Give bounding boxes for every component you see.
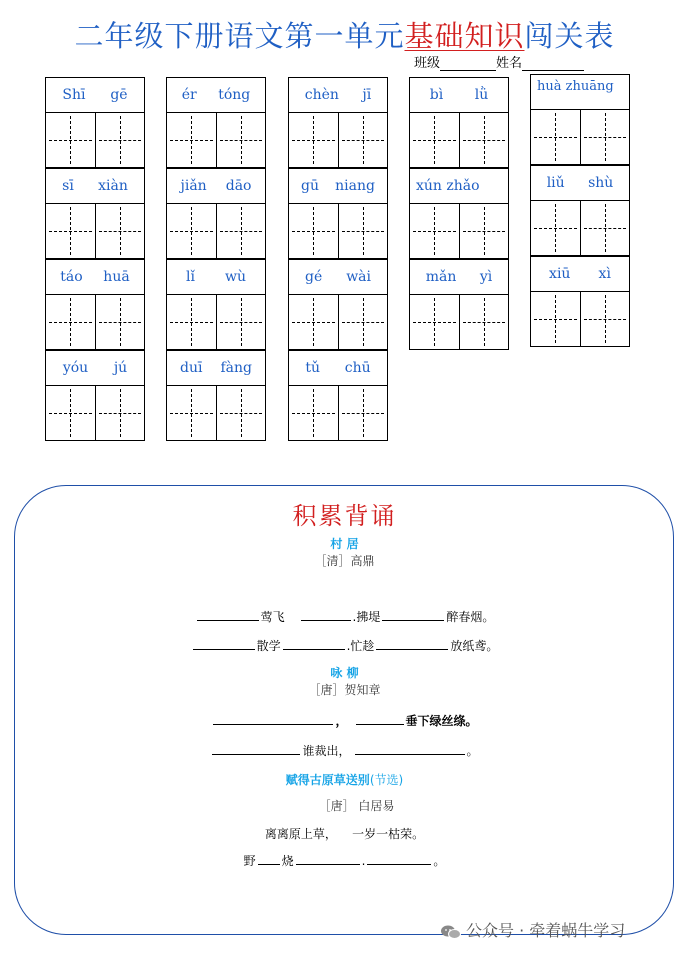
pinyin-column-5 [530,74,630,347]
blank[interactable] [367,852,431,865]
pinyin-row [288,168,388,259]
blank[interactable] [355,742,465,755]
writing-cell [167,113,216,167]
writing-cell [289,295,338,349]
pinyin-label: gé wài [288,259,388,295]
watermark: 公众号 · 牵着蜗牛学习 [440,918,625,941]
pinyin-label: ér tóng [166,77,266,113]
name-field[interactable] [522,56,584,71]
writing-cell [167,204,216,258]
pinyin-row [409,77,509,168]
pinyin-column-2 [166,77,266,441]
writing-cell [410,204,459,258]
writing-grid[interactable] [288,386,388,441]
pinyin-row [288,350,388,441]
pinyin-label: bì lǜ [409,77,509,113]
blank[interactable] [296,852,360,865]
pinyin-label: huà zhuāng [530,74,630,110]
name-label: 姓名 [496,56,523,71]
pinyin-label: tǔ chū [288,350,388,386]
writing-cell [46,386,95,440]
pinyin-row [45,350,145,441]
pinyin-column-3 [288,77,388,441]
title-highlight: 基础知识 [404,19,525,53]
pinyin-row [409,168,509,259]
wechat-icon [440,924,462,940]
writing-cell [338,113,388,167]
writing-grid[interactable] [166,113,266,168]
pinyin-label: gū niang [288,168,388,204]
writing-grid[interactable] [288,113,388,168]
writing-cell [338,295,388,349]
writing-cell [46,113,95,167]
writing-grid[interactable] [288,295,388,350]
writing-cell [95,386,145,440]
writing-cell [289,386,338,440]
class-field[interactable] [440,56,496,71]
writing-cell [531,292,580,346]
writing-grid[interactable] [45,386,145,441]
pinyin-label: jiǎn dāo [166,168,266,204]
writing-cell [167,386,216,440]
writing-cell [459,295,509,349]
blank[interactable] [213,712,333,725]
pinyin-row [166,168,266,259]
writing-cell [167,295,216,349]
writing-cell [95,204,145,258]
writing-cell [580,292,630,346]
writing-cell [289,204,338,258]
poem3-title: 赋得古原草送别(节选) [285,773,404,787]
writing-cell [459,204,509,258]
blank[interactable] [356,712,404,725]
poem2-line1: ， 垂下绿丝绦。 [0,712,689,729]
pinyin-label: Shī gē [45,77,145,113]
writing-grid[interactable] [166,204,266,259]
pinyin-label: lǐ wù [166,259,266,295]
blank[interactable] [197,608,259,621]
writing-grid[interactable] [288,204,388,259]
pinyin-row [45,259,145,350]
poem3-line1: 离离原上草， 一岁一枯荣。 [264,827,425,841]
writing-grid[interactable] [530,201,630,256]
recitation-heading: 积累背诵 [292,502,397,530]
writing-cell [46,295,95,349]
blank[interactable] [212,742,300,755]
pinyin-row [530,256,630,347]
pinyin-label: mǎn yì [409,259,509,295]
pinyin-label: yóu jú [45,350,145,386]
writing-cell [459,113,509,167]
poem2-line2: 谁裁出， 。 [0,742,689,759]
poem1-line2: 散学 .忙趁 放纸鸢。 [0,637,689,654]
poem1-title: 村 居 [330,537,359,551]
writing-grid[interactable] [166,295,266,350]
class-name-fields [414,52,584,71]
pinyin-row [288,259,388,350]
pinyin-row [45,77,145,168]
pinyin-label: táo huā [45,259,145,295]
pinyin-row [409,259,509,350]
writing-cell [531,110,580,164]
class-label: 班级 [414,56,441,71]
writing-grid[interactable] [530,292,630,347]
writing-grid[interactable] [45,113,145,168]
pinyin-row [530,74,630,165]
pinyin-column-4 [409,77,509,350]
writing-cell [289,113,338,167]
writing-grid[interactable] [45,204,145,259]
writing-cell [580,201,630,255]
pinyin-row [530,165,630,256]
writing-grid[interactable] [530,110,630,165]
writing-cell [338,204,388,258]
pinyin-row [288,77,388,168]
writing-cell [216,113,266,167]
pinyin-column-1 [45,77,145,441]
pinyin-row [166,77,266,168]
blank[interactable] [193,637,255,650]
pinyin-row [166,259,266,350]
blank[interactable] [301,608,351,621]
pinyin-label: xiū xì [530,256,630,292]
writing-cell [410,295,459,349]
writing-cell [580,110,630,164]
writing-cell [216,204,266,258]
poem2-author: ［唐］贺知章 [308,683,381,697]
poem2-title: 咏 柳 [330,666,359,680]
pinyin-row [45,168,145,259]
poem3-line2: 野 烧 . 。 [243,854,446,868]
writing-grid[interactable] [45,295,145,350]
writing-cell [410,113,459,167]
writing-cell [46,204,95,258]
writing-cell [531,201,580,255]
blank[interactable] [283,637,345,650]
writing-cell [216,386,266,440]
blank[interactable] [382,608,444,621]
pinyin-label: liǔ shù [530,165,630,201]
poem3-author: ［唐］ 白居易 [318,799,395,813]
poem1-author: ［清］高鼎 [314,554,375,568]
writing-cell [95,113,145,167]
writing-cell [338,386,388,440]
blank[interactable] [376,637,448,650]
pinyin-label: chèn jī [288,77,388,113]
writing-cell [95,295,145,349]
pinyin-label: sī xiàn [45,168,145,204]
blank[interactable] [258,852,280,865]
pinyin-label: duī fàng [166,350,266,386]
writing-grid[interactable] [409,295,509,350]
writing-grid[interactable] [166,386,266,441]
poem1-line1: 莺飞 .拂堤 醉春烟。 [0,608,689,625]
pinyin-label: xún zhǎo [409,168,509,204]
page-title: 二年级下册语文第一单元基础知识闯关表 [74,19,615,53]
writing-grid[interactable] [409,204,509,259]
writing-grid[interactable] [409,113,509,168]
pinyin-row [166,350,266,441]
writing-cell [216,295,266,349]
